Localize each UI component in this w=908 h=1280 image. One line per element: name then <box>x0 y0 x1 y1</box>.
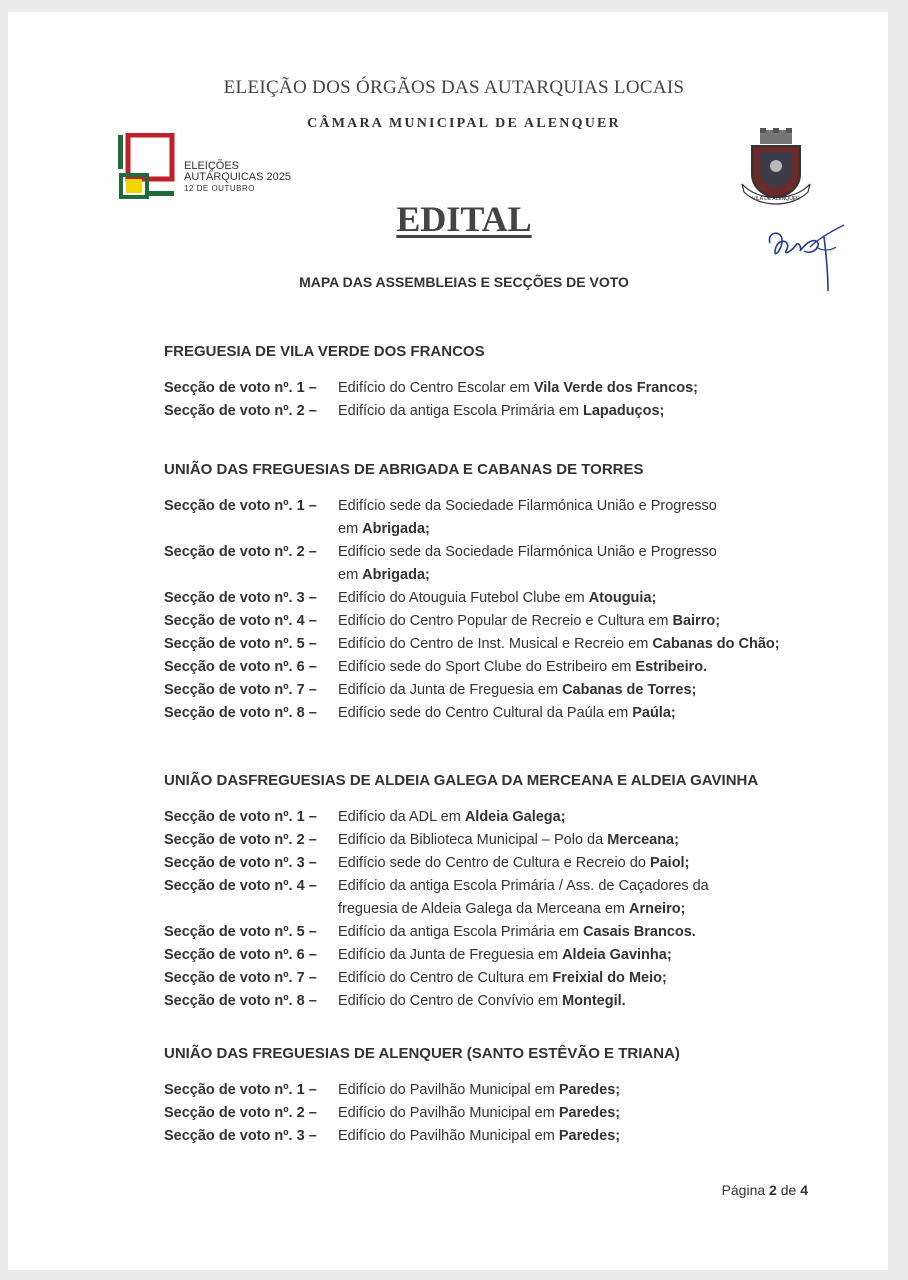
location-text: Edifício da Biblioteca Municipal – Polo da <box>338 832 608 848</box>
description-line <box>338 495 864 518</box>
locality-name: Vila Verde dos Francos; <box>533 380 698 396</box>
current-page: 2 <box>769 1182 777 1198</box>
description-line <box>338 400 864 423</box>
station-label: Secção de voto nº. 3 – <box>164 855 317 871</box>
locality-name: Paiol; <box>649 855 690 871</box>
description-line <box>338 921 864 944</box>
station-description <box>338 400 864 423</box>
polling-station-row <box>164 1102 864 1125</box>
location-text: Edifício da antiga Escola Primária / Ass. de Caçadores da <box>338 878 709 894</box>
locality-name: Abrigada; <box>362 521 430 537</box>
location-text: Edifício da Junta de Freguesia em <box>338 682 563 698</box>
total-pages: 4 <box>800 1182 808 1198</box>
locality-name: Paúla; <box>632 705 676 721</box>
station-description <box>338 806 864 829</box>
location-text: Edifício sede do Sport Clube do Estribeiro em <box>338 659 636 675</box>
description-line <box>338 1079 864 1102</box>
locality-name: Paredes; <box>558 1128 621 1144</box>
station-label: Secção de voto nº. 5 – <box>164 924 317 940</box>
station-description <box>338 852 864 875</box>
freguesia-section <box>164 459 864 725</box>
polling-station-row <box>164 852 864 875</box>
description-line <box>338 587 864 610</box>
polling-stations-list <box>164 341 864 1148</box>
description-line <box>338 1125 864 1148</box>
station-label: Secção de voto nº. 2 – <box>164 832 317 848</box>
freguesia-section <box>164 770 864 1013</box>
station-label: Secção de voto nº. 1 – <box>164 380 317 396</box>
description-line <box>338 1102 864 1125</box>
location-text: Edifício sede do Centro de Cultura e Recreio do <box>338 855 650 871</box>
description-line <box>338 990 864 1013</box>
polling-station-row <box>164 1079 864 1102</box>
freguesia-heading: UNIÃO DAS FREGUESIAS DE ALENQUER (SANTO ESTÊVÃO E TRIANA) <box>164 1045 680 1062</box>
station-label: Secção de voto nº. 2 – <box>164 1105 317 1121</box>
polling-station-row <box>164 656 864 679</box>
location-text: Edifício da antiga Escola Primária em <box>338 924 583 940</box>
station-description <box>338 377 864 400</box>
polling-station-row <box>164 829 864 852</box>
polling-station-row <box>164 702 864 725</box>
polling-station-row <box>164 587 864 610</box>
locality-name: Atouguia; <box>588 590 657 606</box>
station-description <box>338 944 864 967</box>
station-description <box>338 679 864 702</box>
location-text: Edifício do Centro Popular de Recreio e Cultura em <box>338 613 673 629</box>
station-label: Secção de voto nº. 3 – <box>164 1128 317 1144</box>
freguesia-heading: UNIÃO DASFREGUESIAS DE ALDEIA GALEGA DA MERCEANA E ALDEIA GAVINHA <box>164 772 759 789</box>
location-text: Edifício do Centro Escolar em <box>338 380 534 396</box>
station-description <box>338 656 864 679</box>
station-description <box>338 1102 864 1125</box>
description-line <box>338 564 864 587</box>
locality-name: Cabanas do Chão; <box>652 636 780 652</box>
logo-line-1: ELEIÇÕES <box>184 160 240 172</box>
polling-station-row <box>164 990 864 1013</box>
polling-station-row <box>164 875 864 921</box>
station-description <box>338 967 864 990</box>
polling-station-row <box>164 610 864 633</box>
location-text: Edifício do Centro de Convívio em <box>338 993 563 1009</box>
station-label: Secção de voto nº. 4 – <box>164 613 317 629</box>
locality-name: Freixial do Meio; <box>552 970 667 986</box>
locality-name: Cabanas de Torres; <box>562 682 697 698</box>
station-label: Secção de voto nº. 6 – <box>164 947 317 963</box>
station-description <box>338 541 864 587</box>
station-label: Secção de voto nº. 3 – <box>164 590 317 606</box>
station-label: Secção de voto nº. 4 – <box>164 878 317 894</box>
description-line <box>338 806 864 829</box>
locality-name: Bairro; <box>672 613 721 629</box>
locality-name: Arneiro; <box>629 901 686 917</box>
station-label: Secção de voto nº. 8 – <box>164 705 317 721</box>
locality-name: Aldeia Galega; <box>464 809 566 825</box>
location-text: em <box>338 521 363 537</box>
station-description <box>338 921 864 944</box>
station-description <box>338 610 864 633</box>
location-text: Edifício do Centro de Inst. Musical e Recreio em <box>338 636 653 652</box>
location-text: Edifício da Junta de Freguesia em <box>338 947 563 963</box>
location-text: freguesia de Aldeia Galega da Merceana em <box>338 901 629 917</box>
location-text: Edifício do Pavilhão Municipal em <box>338 1128 559 1144</box>
election-header: ELEIÇÃO DOS ÓRGÃOS DAS AUTARQUIAS LOCAIS <box>223 77 685 98</box>
description-line <box>338 852 864 875</box>
station-label: Secção de voto nº. 1 – <box>164 498 317 514</box>
description-line <box>338 702 864 725</box>
polling-station-row <box>164 679 864 702</box>
station-description <box>338 1079 864 1102</box>
polling-station-row <box>164 1125 864 1148</box>
description-line <box>338 944 864 967</box>
locality-name: Paredes; <box>558 1082 621 1098</box>
freguesia-heading: UNIÃO DAS FREGUESIAS DE ABRIGADA E CABANAS DE TORRES <box>164 461 644 478</box>
station-description <box>338 990 864 1013</box>
polling-station-row <box>164 400 864 423</box>
description-line <box>338 829 864 852</box>
location-text: Edifício sede da Sociedade Filarmónica União e Progresso <box>338 498 717 514</box>
polling-station-row <box>164 377 864 400</box>
polling-station-row <box>164 944 864 967</box>
logo-line-2: AUTÁRQUICAS 2025 <box>184 171 291 183</box>
page-subtitle: MAPA DAS ASSEMBLEIAS E SECÇÕES DE VOTO <box>299 274 629 290</box>
page-title: EDITAL <box>396 199 532 239</box>
locality-name: Montegil. <box>562 993 626 1009</box>
station-label: Secção de voto nº. 6 – <box>164 659 317 675</box>
description-line <box>338 875 864 898</box>
station-description <box>338 829 864 852</box>
locality-name: Casais Brancos. <box>583 924 696 940</box>
polling-station-row <box>164 967 864 990</box>
location-text: Edifício do Pavilhão Municipal em <box>338 1082 559 1098</box>
description-line <box>338 610 864 633</box>
crest-ribbon-text: VILA DE ALENQUER <box>752 196 800 202</box>
location-text: Edifício da ADL em <box>338 809 465 825</box>
locality-name: Merceana; <box>607 832 679 848</box>
description-line <box>338 898 864 921</box>
station-label: Secção de voto nº. 1 – <box>164 809 317 825</box>
location-text: Edifício do Atouguia Futebol Clube em <box>338 590 589 606</box>
location-text: Edifício do Centro de Cultura em <box>338 970 553 986</box>
station-label: Secção de voto nº. 5 – <box>164 636 317 652</box>
locality-name: Abrigada; <box>362 567 430 583</box>
locality-name: Lapaduços; <box>583 403 665 419</box>
location-text: Edifício do Pavilhão Municipal em <box>338 1105 559 1121</box>
station-label: Secção de voto nº. 2 – <box>164 544 317 560</box>
station-label: Secção de voto nº. 2 – <box>164 403 317 419</box>
freguesia-section <box>164 1043 864 1148</box>
description-line <box>338 633 864 656</box>
freguesia-heading: FREGUESIA DE VILA VERDE DOS FRANCOS <box>164 343 485 360</box>
station-label: Secção de voto nº. 8 – <box>164 993 317 1009</box>
station-label: Secção de voto nº. 1 – <box>164 1082 317 1098</box>
description-line <box>338 679 864 702</box>
locality-name: Estribeiro. <box>635 659 708 675</box>
station-description <box>338 1125 864 1148</box>
station-description <box>338 495 864 541</box>
polling-station-row <box>164 495 864 541</box>
locality-name: Aldeia Gavinha; <box>562 947 672 963</box>
coat-of-arms-icon <box>738 128 814 208</box>
station-description <box>338 702 864 725</box>
municipality-header: CÂMARA MUNICIPAL DE ALENQUER <box>307 116 621 131</box>
description-line <box>338 541 864 564</box>
page-sep: de <box>780 1182 797 1198</box>
polling-station-row <box>164 633 864 656</box>
location-text: Edifício sede da Sociedade Filarmónica União e Progresso <box>338 544 717 560</box>
polling-station-row <box>164 541 864 587</box>
polling-station-row <box>164 921 864 944</box>
logo-line-3: 12 DE OUTUBRO <box>184 184 255 193</box>
description-line <box>338 967 864 990</box>
location-text: Edifício da antiga Escola Primária em <box>338 403 583 419</box>
location-text: em <box>338 567 363 583</box>
polling-station-row <box>164 806 864 829</box>
station-description <box>338 587 864 610</box>
station-label: Secção de voto nº. 7 – <box>164 682 317 698</box>
freguesia-section <box>164 341 864 423</box>
station-description <box>338 633 864 656</box>
station-description <box>338 875 864 921</box>
page-label: Página <box>721 1182 766 1198</box>
description-line <box>338 377 864 400</box>
description-line <box>338 656 864 679</box>
elections-logo-text <box>184 161 291 194</box>
locality-name: Paredes; <box>558 1105 621 1121</box>
station-label: Secção de voto nº. 7 – <box>164 970 317 986</box>
location-text: Edifício sede do Centro Cultural da Paúla em <box>338 705 633 721</box>
description-line <box>338 518 864 541</box>
page-number <box>722 1182 808 1198</box>
